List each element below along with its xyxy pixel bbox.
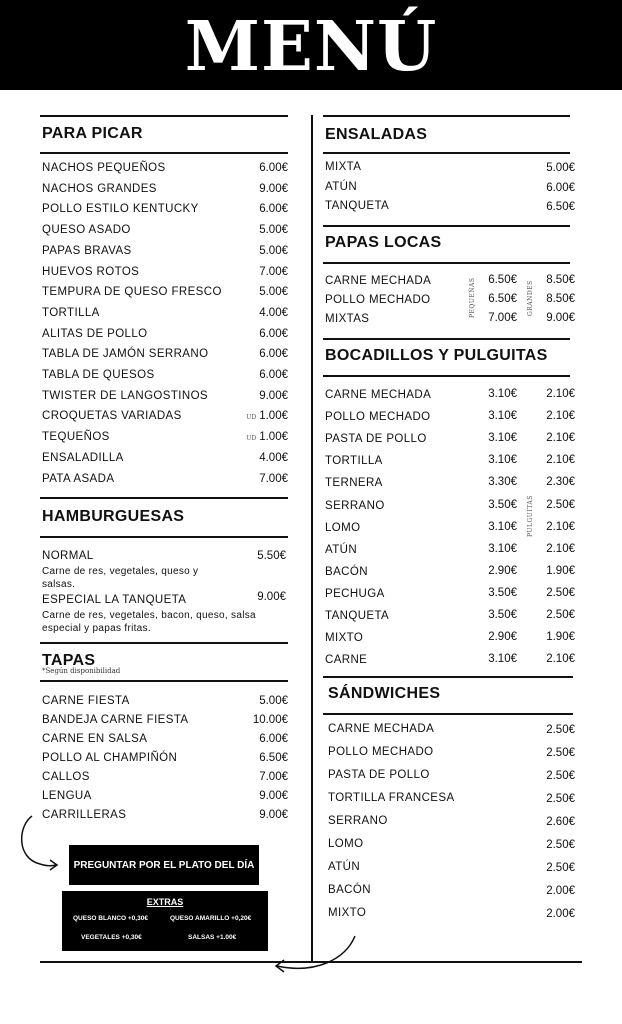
menu-item-name: MIXTO: [325, 632, 364, 645]
menu-item-name: BANDEJA CARNE FIESTA: [42, 714, 189, 726]
menu-item-name: TORTILLA FRANCESA: [328, 792, 455, 804]
price-bocadillo: 3.30€: [488, 476, 517, 489]
price-bocadillo: 2.90€: [488, 564, 517, 577]
menu-item-price: 9.00€: [259, 809, 288, 821]
menu-item-price: 2.00€: [546, 908, 575, 920]
menu-item-price: 5.00€: [259, 286, 288, 299]
menu-item-price: 10.00€: [252, 714, 288, 726]
menu-item-price: 6.00€: [259, 327, 288, 340]
price-bocadillo: 3.10€: [488, 454, 517, 467]
menu-item-price: 2.50€: [546, 862, 575, 874]
menu-item-name: POLLO ESTILO KENTUCKY: [42, 203, 199, 216]
menu-item-name: TERNERA: [325, 477, 383, 490]
menu-item-name: TABLA DE QUESOS: [42, 369, 155, 381]
menu-item-name: SERRANO: [328, 815, 388, 827]
menu-item-price: 6.00€: [259, 369, 288, 381]
menu-item-name: TABLA DE JAMÓN SERRANO: [42, 348, 209, 361]
menu-item-price: 5.00€: [259, 695, 288, 707]
menu-item-name: TORTILLA: [42, 306, 100, 319]
unit-label: UD: [246, 435, 257, 443]
price-bocadillo: 3.10€: [488, 653, 517, 666]
menu-item-price: 5.00€: [259, 244, 288, 257]
price-small: 6.50€: [488, 293, 517, 305]
divider: [40, 497, 288, 499]
price-bocadillo: 3.50€: [488, 609, 517, 621]
menu-item-name: HUEVOS ROTOS: [42, 265, 140, 278]
menu-item-price: [206, 431, 288, 443]
menu-item-price: 9.00€: [257, 591, 286, 603]
price-pulguita: 2.50€: [546, 586, 575, 599]
price-pulguita: 1.90€: [546, 564, 575, 577]
menu-item-price: 2.50€: [546, 724, 575, 736]
price-bocadillo: 3.50€: [488, 586, 517, 599]
menu-item-name: SERRANO: [325, 499, 385, 512]
menu-item-price: 2.50€: [546, 770, 575, 782]
price-small: 7.00€: [488, 312, 517, 324]
divider: [323, 713, 573, 715]
price-pulguita: 2.50€: [546, 498, 575, 511]
divider: [323, 676, 573, 678]
price-bocadillo: 3.10€: [488, 542, 517, 555]
menu-item-name: ATÚN: [325, 180, 358, 193]
menu-item-name: NACHOS GRANDES: [42, 182, 157, 195]
menu-item-price: 2.60€: [546, 816, 575, 828]
menu-item-price: 5.00€: [259, 224, 288, 237]
divider: [40, 680, 288, 682]
menu-item-price: 5.50€: [257, 550, 286, 562]
price-pulguita: 2.30€: [546, 476, 575, 489]
menu-item-name: CARRILLERAS: [42, 809, 127, 821]
menu-item-name: ALITAS DE POLLO: [42, 327, 148, 340]
extra-item: QUESO AMARILLO +0,20€: [170, 915, 252, 922]
price-pulguita: 1.90€: [546, 631, 575, 644]
menu-item-price: 6.50€: [546, 201, 575, 213]
menu-item-name: CARNE MECHADA: [325, 275, 432, 287]
menu-item-name: TWISTER DE LANGOSTINOS: [42, 389, 208, 402]
menu-title: MENÚ: [184, 7, 438, 87]
menu-item-name: TEQUEÑOS: [42, 431, 110, 444]
label-pulguitas: PULGUITAS: [527, 495, 534, 537]
menu-item-price: 9.00€: [259, 790, 288, 802]
menu-item-name: LOMO: [325, 521, 361, 534]
menu-item-name: CROQUETAS VARIADAS: [42, 410, 182, 423]
menu-item-price: 2.50€: [546, 793, 575, 805]
menu-item-price: 2.00€: [546, 885, 575, 897]
menu-item-name: CARNE EN SALSA: [42, 733, 148, 745]
label-grandes: GRANDES: [527, 280, 534, 316]
price-small: 6.50€: [488, 274, 517, 286]
menu-item-name: BACÓN: [325, 565, 368, 578]
menu-item-name: POLLO MECHADO: [325, 294, 431, 306]
menu-item-name: ESPECIAL LA TANQUETA: [42, 594, 187, 606]
menu-item-description: Carne de res, vegetales, queso y salsas.: [42, 566, 199, 590]
menu-item-price: 6.00€: [259, 348, 288, 361]
price-bocadillo: 3.10€: [488, 388, 517, 400]
menu-item-name: TEMPURA DE QUESO FRESCO: [42, 286, 222, 299]
label-pequenas: PEQUEÑAS: [469, 277, 476, 318]
extras-title: EXTRAS: [146, 897, 184, 907]
section-title-para-picar: PARA PICAR: [42, 125, 143, 142]
menu-item-name: POLLO MECHADO: [325, 411, 431, 424]
menu-item-name: TORTILLA: [325, 455, 383, 468]
menu-item-name: LOMO: [328, 838, 364, 850]
price-value: 1.00€: [259, 410, 288, 423]
divider: [323, 225, 570, 227]
divider: [323, 115, 570, 117]
menu-item-price: 6.00€: [259, 162, 288, 174]
tapas-note: *Según disponibilidad: [42, 667, 121, 675]
menu-item-name: CARNE MECHADA: [325, 389, 432, 401]
curved-arrow-icon: [265, 930, 365, 980]
price-pulguita: 2.10€: [546, 454, 575, 467]
menu-item-name: MIXTA: [325, 161, 362, 173]
menu-item-name: CARNE: [325, 654, 368, 667]
extra-item: VEGETALES +0,30€: [81, 934, 142, 941]
menu-item-name: CARNE FIESTA: [42, 695, 130, 707]
menu-item-price: 4.00€: [259, 451, 288, 464]
menu-item-name: ENSALADILLA: [42, 451, 124, 464]
divider: [323, 262, 570, 264]
menu-item-name: ATÚN: [328, 861, 361, 873]
menu-item-price: 7.00€: [259, 771, 288, 783]
price-large: 8.50€: [546, 293, 575, 305]
section-title-hamburguesas: HAMBURGUESAS: [42, 508, 185, 525]
price-pulguita: 2.50€: [546, 609, 575, 621]
menu-item-name: NORMAL: [42, 550, 94, 562]
price-large: 9.00€: [546, 312, 575, 324]
menu-item-name: TANQUETA: [325, 200, 390, 212]
menu-item-name: CALLOS: [42, 771, 90, 783]
price-large: 8.50€: [546, 274, 575, 286]
menu-item-price: 6.50€: [259, 752, 288, 764]
divider: [40, 536, 288, 538]
menu-item-price: 4.00€: [259, 306, 288, 319]
divider: [40, 642, 288, 644]
menu-item-name: LENGUA: [42, 790, 92, 802]
menu-item-name: MIXTO: [328, 907, 367, 919]
price-bocadillo: 3.10€: [488, 432, 517, 445]
price-bocadillo: 3.10€: [488, 410, 517, 423]
menu-item-name: POLLO AL CHAMPIÑÓN: [42, 752, 178, 764]
menu-item-price: 9.00€: [259, 389, 288, 402]
extras-box: [62, 891, 268, 951]
extra-item: SALSAS +1.00€: [188, 934, 237, 941]
section-title-bocadillos: BOCADILLOS Y PULGUITAS: [325, 347, 548, 364]
section-title-papas-locas: PAPAS LOCAS: [325, 234, 442, 251]
menu-item-name: ATÚN: [325, 543, 358, 556]
divider: [323, 375, 570, 377]
divider: [40, 115, 288, 117]
menu-item-name: PAPAS BRAVAS: [42, 244, 132, 257]
section-title-tapas: TAPAS: [42, 652, 96, 669]
price-pulguita: 2.10€: [546, 520, 575, 533]
menu-item-name: TANQUETA: [325, 610, 390, 622]
menu-item-price: 6.00€: [546, 181, 575, 194]
menu-item-price: 6.00€: [259, 203, 288, 216]
unit-label: UD: [246, 414, 257, 422]
menu-item-name: PATA ASADA: [42, 472, 115, 485]
menu-item-price: 7.00€: [259, 265, 288, 278]
menu-item-price: 6.00€: [259, 733, 288, 745]
menu-item-name: PASTA DE POLLO: [325, 433, 427, 446]
divider: [323, 152, 570, 154]
plato-del-dia-banner: PREGUNTAR POR EL PLATO DEL DÍA: [69, 845, 259, 885]
price-pulguita: 2.10€: [546, 388, 575, 400]
price-bocadillo: 3.10€: [488, 520, 517, 533]
price-pulguita: 2.10€: [546, 432, 575, 445]
price-bocadillo: 3.50€: [488, 498, 517, 511]
price-pulguita: 2.10€: [546, 410, 575, 423]
divider: [323, 338, 570, 340]
menu-item-price: 2.50€: [546, 747, 575, 759]
menu-item-name: BACÓN: [328, 884, 371, 896]
menu-item-price: [206, 410, 288, 422]
menu-item-name: CARNE MECHADA: [328, 723, 435, 735]
menu-item-price: 7.00€: [259, 472, 288, 485]
menu-item-name: NACHOS PEQUEÑOS: [42, 162, 166, 174]
menu-item-name: PECHUGA: [325, 587, 385, 600]
menu-item-name: QUESO ASADO: [42, 224, 131, 237]
price-pulguita: 2.10€: [546, 542, 575, 555]
price-bocadillo: 2.90€: [488, 631, 517, 644]
menu-item-name: POLLO MECHADO: [328, 746, 434, 758]
menu-header: [0, 0, 622, 90]
price-pulguita: 2.10€: [546, 653, 575, 666]
menu-item-price: 5.00€: [546, 162, 575, 174]
extra-item: QUESO BLANCO +0,30€: [73, 915, 148, 922]
menu-item-name: PASTA DE POLLO: [328, 769, 430, 781]
menu-item-price: 9.00€: [259, 182, 288, 195]
price-value: 1.00€: [259, 431, 288, 444]
section-title-sandwiches: SÁNDWICHES: [328, 685, 441, 702]
divider: [40, 152, 288, 154]
section-title-ensaladas: ENSALADAS: [325, 126, 428, 143]
menu-item-description: Carne de res, vegetales, bacon, queso, salsa especial y papas fritas.: [42, 610, 256, 634]
menu-item-name: MIXTAS: [325, 313, 370, 325]
curved-arrow-icon: [10, 810, 70, 880]
menu-item-price: 2.50€: [546, 839, 575, 851]
column-divider: [311, 115, 313, 963]
